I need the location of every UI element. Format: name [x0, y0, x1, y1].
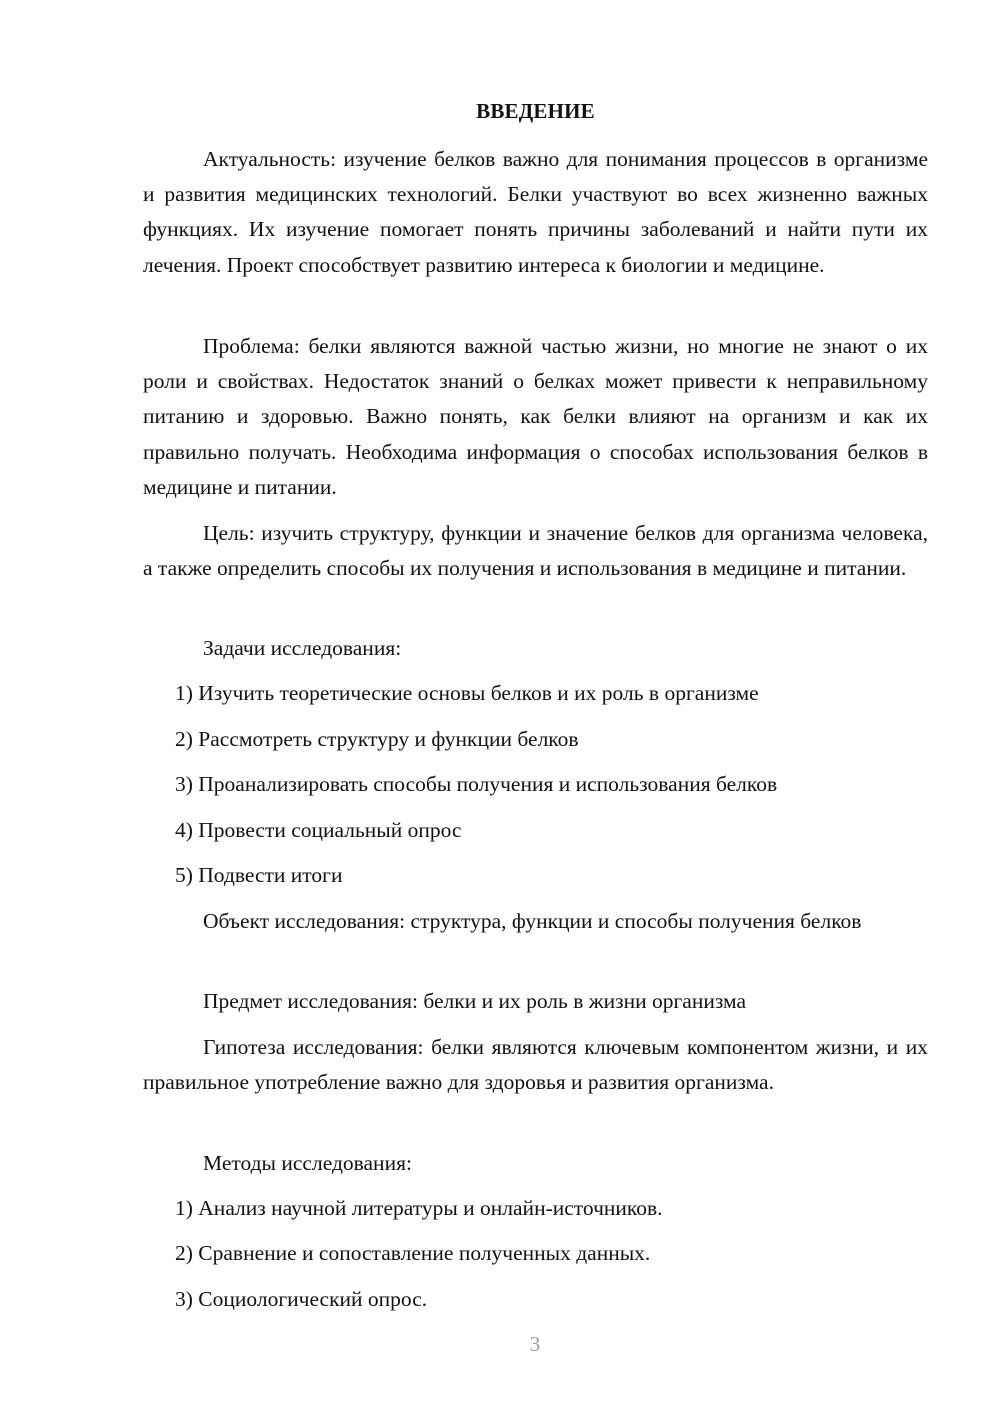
paragraph-relevance: Актуальность: изучение белков важно для понимания процессов в организме и развития медицинских технологий. Белки участвуют во всех жизненно важных функциях. Их изучение помогает понять причины заболеваний и найти пути их лечения. Проект способствует развитию интереса к биологии и медицине.	[143, 147, 928, 277]
task-item-4: 4) Провести социальный опрос	[175, 818, 462, 842]
task-item-3: 3) Проанализировать способы получения и использования белков	[175, 772, 778, 796]
task-item-2: 2) Рассмотреть структуру и функции белков	[175, 727, 579, 751]
tasks-heading: Задачи исследования:	[203, 636, 402, 660]
method-item-2: 2) Сравнение и сопоставление полученных данных.	[175, 1241, 651, 1265]
methods-heading: Методы исследования:	[203, 1151, 412, 1175]
paragraph-object: Объект исследования: структура, функции и способы получения белков	[203, 909, 862, 933]
page-number: 3	[529, 1332, 541, 1356]
paragraph-hypothesis: Гипотеза исследования: белки являются ключевым компонентом жизни, и их правильное употребление важно для здоровья и развития организма.	[143, 1035, 928, 1095]
paragraph-problem: Проблема: белки являются важной частью жизни, но многие не знают о их роли и свойствах. Недостаток знаний о белках может привести к неправильному питанию и здоровью. Важно понять, как белки влияют на организм и как их правильно получать. Необходима информация о способах использования белков в медицине и питании.	[143, 334, 928, 499]
method-item-3: 3) Социологический опрос.	[175, 1287, 428, 1311]
paragraph-subject: Предмет исследования: белки и их роль в жизни организма	[203, 989, 747, 1013]
paragraph-goal: Цель: изучить структуру, функции и значение белков для организма человека, а также определить способы их получения и использования в медицине и питании.	[143, 521, 928, 581]
task-item-1: 1) Изучить теоретические основы белков и их роль в организме	[175, 681, 759, 705]
section-title: ВВЕДЕНИЕ	[476, 99, 595, 123]
task-item-5: 5) Подвести итоги	[175, 863, 343, 887]
method-item-1: 1) Анализ научной литературы и онлайн-источников.	[175, 1196, 663, 1220]
